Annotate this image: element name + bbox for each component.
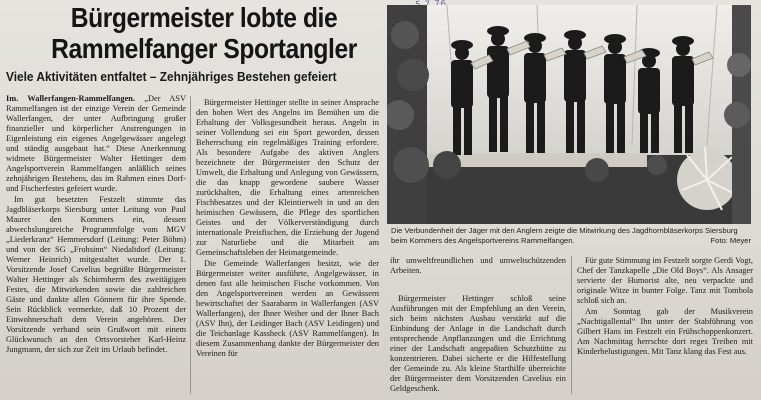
photo-caption-text: Die Verbundenheit der Jäger mit den Anglern zeigte die Mitwirkung des Jagdhornbläserkorps Siersburg beim Kommers des Angelsportvereins Rammelfangen. [391,226,738,245]
photo-credit: Foto: Meyer [710,235,751,245]
column-1-paragraph-1-text: „Der ASV Rammelfangen ist der einzige Verein der Gemeinde Wallerfangen, der unter Aufbringung großer finanzieller und körperlicher Anstrengungen in Eigenleistung ein eigenes Angelgewässer angelegt und ständig ausgebaut hat.“ Diese Anerkennung widmete Bürgermeister Walter Hettinger dem Angelsportverein Rammelfangen anläßlich seines zehnjährigen Bestehens, das im Rahmen eines Dorf- und Fischerfestes gefeiert wurde. [6,94,186,193]
headline-line-1: Bürgermeister lobte die [70,2,338,33]
column-3-paragraph-2: Bürgermeister Hettinger schloß seine Ausführungen mit der Empfehlung an den Verein, sich beim nächsten Ausbau verstärkt auf die Einbindung der Anlage in die Landschaft durch entsprechende Anpflanzungen und die Errichtung einer der Landschaft angepaßten Schutzhütte zu konzentrieren. Dabei sicherte er die Hilfestellung der Gemeinde zu. Als kleine Starthilfe überreichte der Bürgermeister dem Vorsitzenden Cavelius ein Geldgeschenk. [390,294,566,393]
article-column-4 [577,256,753,358]
column-3-paragraph-1: ihr umweltfreundlichen und umweltschützenden Arbeiten. [390,256,566,275]
column-4-paragraph-2: Am Sonntag gab der Musikverein „Nachtigallental“ Ihn unter der Stabführung von Gilbert Hans im Festzelt ein Frühschoppenkonzert. Am Nachmittag herrschte dort reges Treiben mit Kinderbelustigungen. Mit Tanz klang das Fest aus. [577,307,753,356]
column-4-paragraph-1: Für gute Stimmung im Festzelt sorgte Gerdi Vogt, Chef der Tanzkapelle „Die Old Boys“. Als Ansager servierte der Humorist alte, neu verpackte und originale Witze in bunter Folge. Tanz mit Tombola schloß sich an. [577,256,753,305]
photo-image [387,5,751,224]
article-column-3 [390,256,566,395]
photo-caption [391,226,751,245]
photo-jagdhornblaeserkorps [387,5,751,224]
left-flower-arrangement [387,5,429,224]
article-column-1 [6,94,186,356]
subheadline: Viele Aktivitäten entfaltet – Zehnjähriges Bestehen gefeiert [6,70,337,84]
article-column-2 [196,98,379,360]
dateline: Im. Wallerfangen-Rammelfangen. [6,94,136,103]
headline-line-2: Rammelfanger Sportangler [51,33,357,64]
headline [49,2,359,64]
column-1-paragraph-1 [6,94,186,194]
column-divider [571,256,572,394]
column-2-paragraph-1: Bürgermeister Hettinger stellte in seiner Ansprache den hohen Wert des Angelns im Bemühen um die Erhaltung der Volksgesundheit heraus. Angeln in seiner Vollendung sei ein Sport geworden, dessen Beherrschung ein regelmäßiges Training erfordere. Als besondere Aufgabe des aktiven Anglers bezeichnete der Bürgermeister den Schutz der Umwelt, die Erhaltung und Anlegung von Gewässern, die das knapp gewordene saubere Wasser zurückhalten, die Erhaltung eines artenreichen Fischbesatzes und der Kleintierwelt in und an den heimischen Gewässern, die Pflege des sportlichen Geistes und der Völkerverständigung durch internationale Preisfischen, die Erziehung der Jugend zur Naturliebe und die Mitarbeit am Gemeinschaftsleben der Heimatgemeinde. [196,98,379,257]
column-2-paragraph-2: Die Gemeinde Wallerfangen besitzt, wie der Bürgermeister weiter ausführte, Angelgewässer, in denen fast alle heimischen Fische vorkommen. Von den Angelsportvereinen werden an Gewässern bewirtschaftet der Saarabarm in Wallerfangen (ASV Wallerfangen), der Ihner Weiher und der Ihner Bach (ASV Ihn), der Leidinger Bach (ASV Leidingen) und die Teichanlage Kassheck (ASV Rammelfangen). In diesem Zusammenhang dankte der Bürgermeister den Vereinen für [196,259,379,358]
column-divider [190,96,191,394]
column-1-paragraph-2: Im gut besetzten Festzelt stimmte das Jagdbläserkorps Siersburg unter Leitung von Paul Maurer den Kommers ein, dessen abwechslungsreiche Programmfolge vom MGV „Liederkranz“ Hemmersdorf (Leitung: Peter Böhm) und von der SG „Frohsinn“ Niedaltdorf (Leitung: Werner Heinrich) mitgestaltet wurde. Der 1. Vorsitzende Josef Cavelius begrüßte Bürgermeister Walter Hettinger als Schirmherrn des zweitägigen Festes, die Mitwirkenden sowie die zahlreichen Gäste und dankte allen Gönnern für ihre Spende. Sein Rückblick vermerkte, daß 10 Prozent der Einwohnerschaft dem Verein angehören. Der Vorsitzende verband sein Grußwort mit einem Glückwunsch an den Ortsvorsteher Karl-Heinz Jungmann, der sich zur Zeit im Urlaub befindet. [6,195,186,354]
